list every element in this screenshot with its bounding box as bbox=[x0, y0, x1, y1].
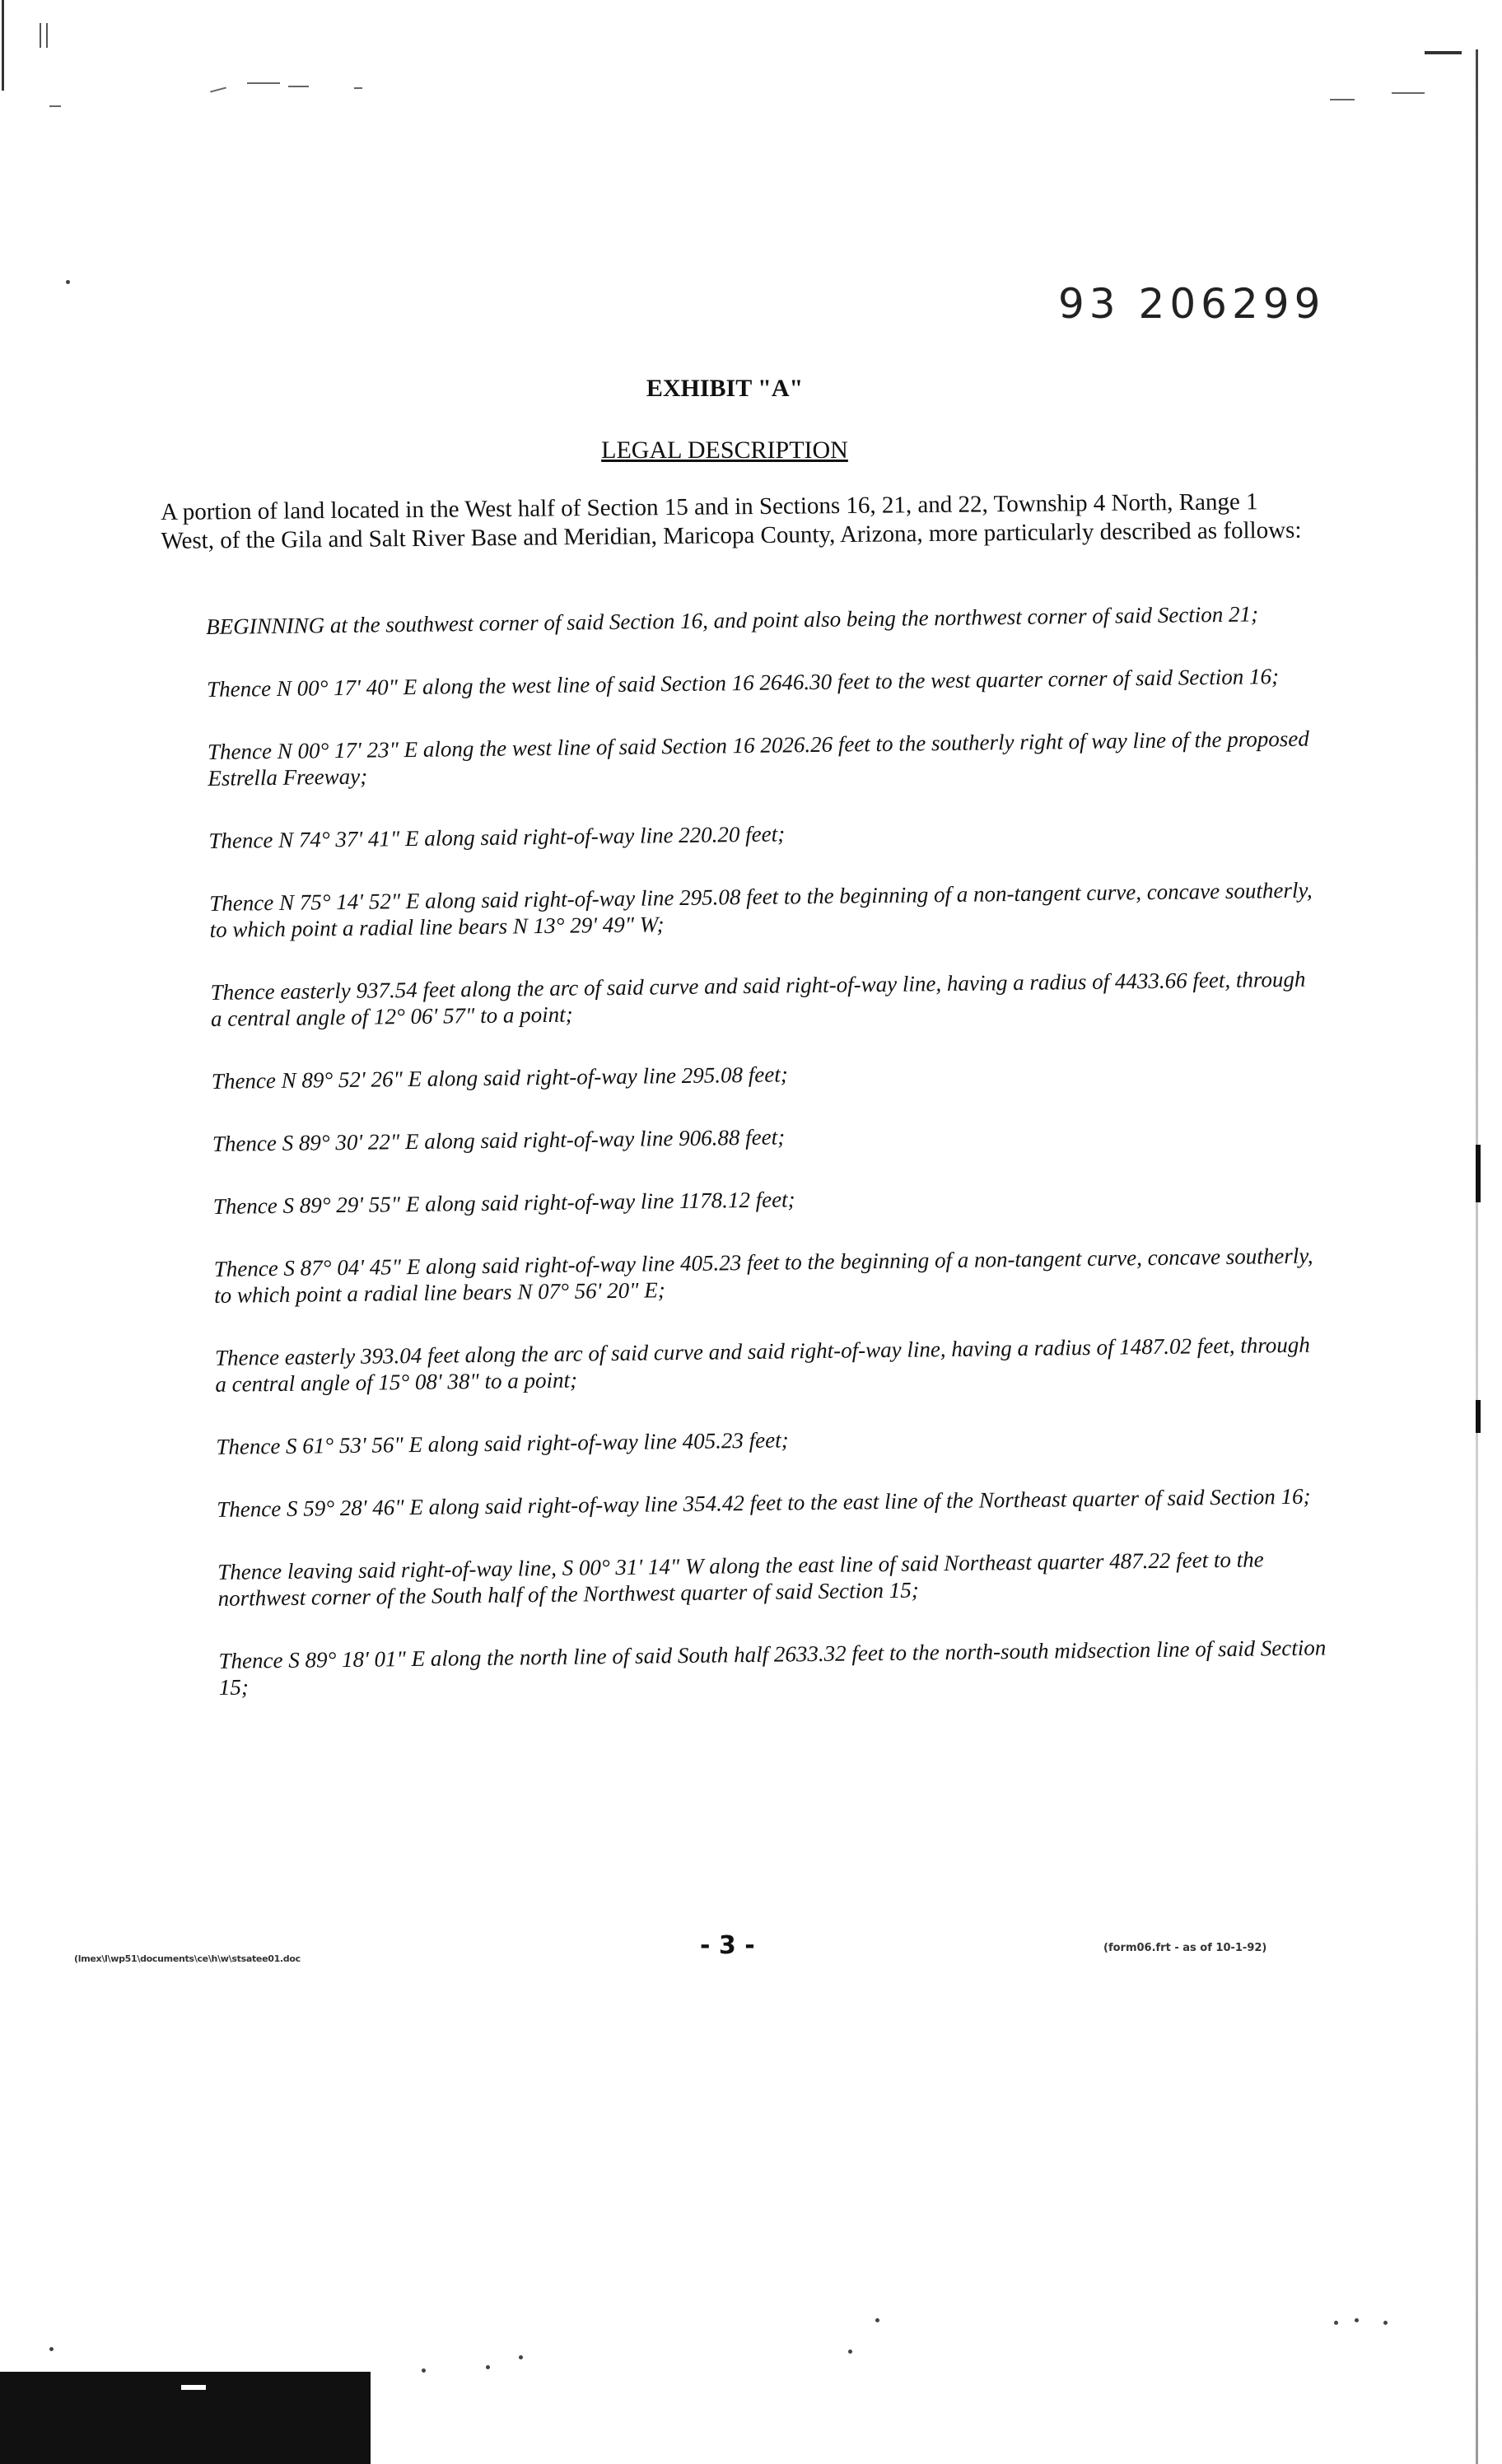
scan-speck bbox=[875, 2318, 879, 2322]
scan-edge-mark bbox=[1476, 1145, 1481, 1202]
scan-speck bbox=[422, 2368, 426, 2373]
scan-speck bbox=[247, 82, 280, 84]
course-item: BEGINNING at the southwest corner of said Section 16, and point also being the northwest corner of said Section 21; bbox=[206, 601, 1259, 639]
scan-speck bbox=[288, 86, 309, 87]
footer-file-path: (lmex\l\wp51\documents\ce\h\w\stsatee01.doc bbox=[74, 1953, 301, 1964]
scan-speck bbox=[354, 87, 362, 89]
course-item: Thence N 89° 52' 26" E along said right-of-way line 295.08 feet; bbox=[211, 1062, 788, 1094]
course-item: Thence S 89° 29' 55" E along said right-of-way line 1178.12 feet; bbox=[212, 1187, 795, 1219]
course-item: Thence N 75° 14' 52" E along said right-of-way line 295.08 feet to the beginning of a non-tangent curve, concave southerly, to which point a radial line bears N 13° 29' 49" W; bbox=[209, 877, 1313, 942]
scan-edge-mark bbox=[1476, 1400, 1481, 1433]
scan-speck bbox=[1330, 99, 1355, 100]
course-item: Thence N 74° 37' 41" E along said right-of-way line 220.20 feet; bbox=[208, 821, 786, 853]
course-item: Thence N 00° 17' 23" E along the west line of said Section 16 2026.26 feet to the southerly right of way line of the proposed Estrella Freeway; bbox=[207, 726, 1309, 791]
scan-edge-mark bbox=[1476, 49, 1478, 2464]
course-item: Thence S 61° 53' 56" E along said right-of-way line 405.23 feet; bbox=[216, 1427, 789, 1459]
recording-number: 93 206299 bbox=[1058, 280, 1326, 328]
scan-speck bbox=[210, 86, 226, 92]
scan-speck bbox=[1355, 2318, 1359, 2322]
course-item: Thence S 89° 18' 01" E along the north line of said South half 2633.32 feet to the north-south midsection line of said Section 15; bbox=[218, 1635, 1327, 1700]
scan-speck bbox=[49, 2347, 54, 2351]
course-item: Thence S 89° 30' 22" E along said right-of-way line 906.88 feet; bbox=[212, 1124, 786, 1156]
course-item: Thence N 00° 17' 40" E along the west line of said Section 16 2646.30 feet to the west quarter corner of said Section 16; bbox=[206, 664, 1280, 702]
scan-speck bbox=[848, 2350, 852, 2354]
course-item: Thence S 59° 28' 46" E along said right-of-way line 354.42 feet to the east line of the Northeast quarter of said Section 16; bbox=[217, 1483, 1311, 1522]
course-item: Thence easterly 393.04 feet along the arc of said curve and said right-of-way line, having a radius of 1487.02 feet, through a central angle of 15° 08' 38" to a point; bbox=[214, 1332, 1310, 1397]
scan-edge-mark bbox=[1425, 51, 1462, 54]
scan-speck bbox=[49, 105, 61, 107]
legal-description-heading: LEGAL DESCRIPTION bbox=[601, 436, 848, 464]
scan-edge-mark bbox=[2, 0, 4, 91]
scan-speck bbox=[1392, 92, 1425, 94]
scan-edge-mark bbox=[46, 23, 48, 48]
page-number: - 3 - bbox=[700, 1931, 755, 1960]
intro-paragraph: A portion of land located in the West half of Section 15 and in Sections 16, 21, and 22, Township 4 North, Range 1 West, of the Gila and Salt River Base and Meridian, Maricopa County, Arizona, more particularly described as follows: bbox=[161, 488, 1302, 554]
course-item: Thence leaving said right-of-way line, S 00° 31' 14" W along the east line of said Northeast quarter 487.22 feet to the northwest corner of the South half of the Northwest quarter of said Section 15; bbox=[217, 1547, 1264, 1611]
course-list bbox=[206, 600, 1332, 1737]
scan-speck bbox=[1334, 2321, 1338, 2325]
footer-form-id: (form06.frt - as of 10-1-92) bbox=[1103, 1942, 1267, 1954]
scan-speck bbox=[486, 2365, 490, 2369]
course-item: Thence easterly 937.54 feet along the arc of said curve and said right-of-way line, having a radius of 4433.66 feet, through a central angle of 12° 06' 57" to a point; bbox=[210, 966, 1306, 1031]
scan-shadow bbox=[0, 2372, 371, 2464]
scan-speck bbox=[66, 280, 70, 284]
scan-speck bbox=[1383, 2321, 1388, 2325]
course-item: Thence S 87° 04' 45" E along said right-of-way line 405.23 feet to the beginning of a non-tangent curve, concave southerly, to which point a radial line bears N 07° 56' 20" E; bbox=[213, 1243, 1313, 1308]
scan-edge-mark bbox=[40, 23, 41, 48]
exhibit-title: EXHIBIT "A" bbox=[646, 375, 804, 402]
scan-speck bbox=[519, 2355, 523, 2359]
